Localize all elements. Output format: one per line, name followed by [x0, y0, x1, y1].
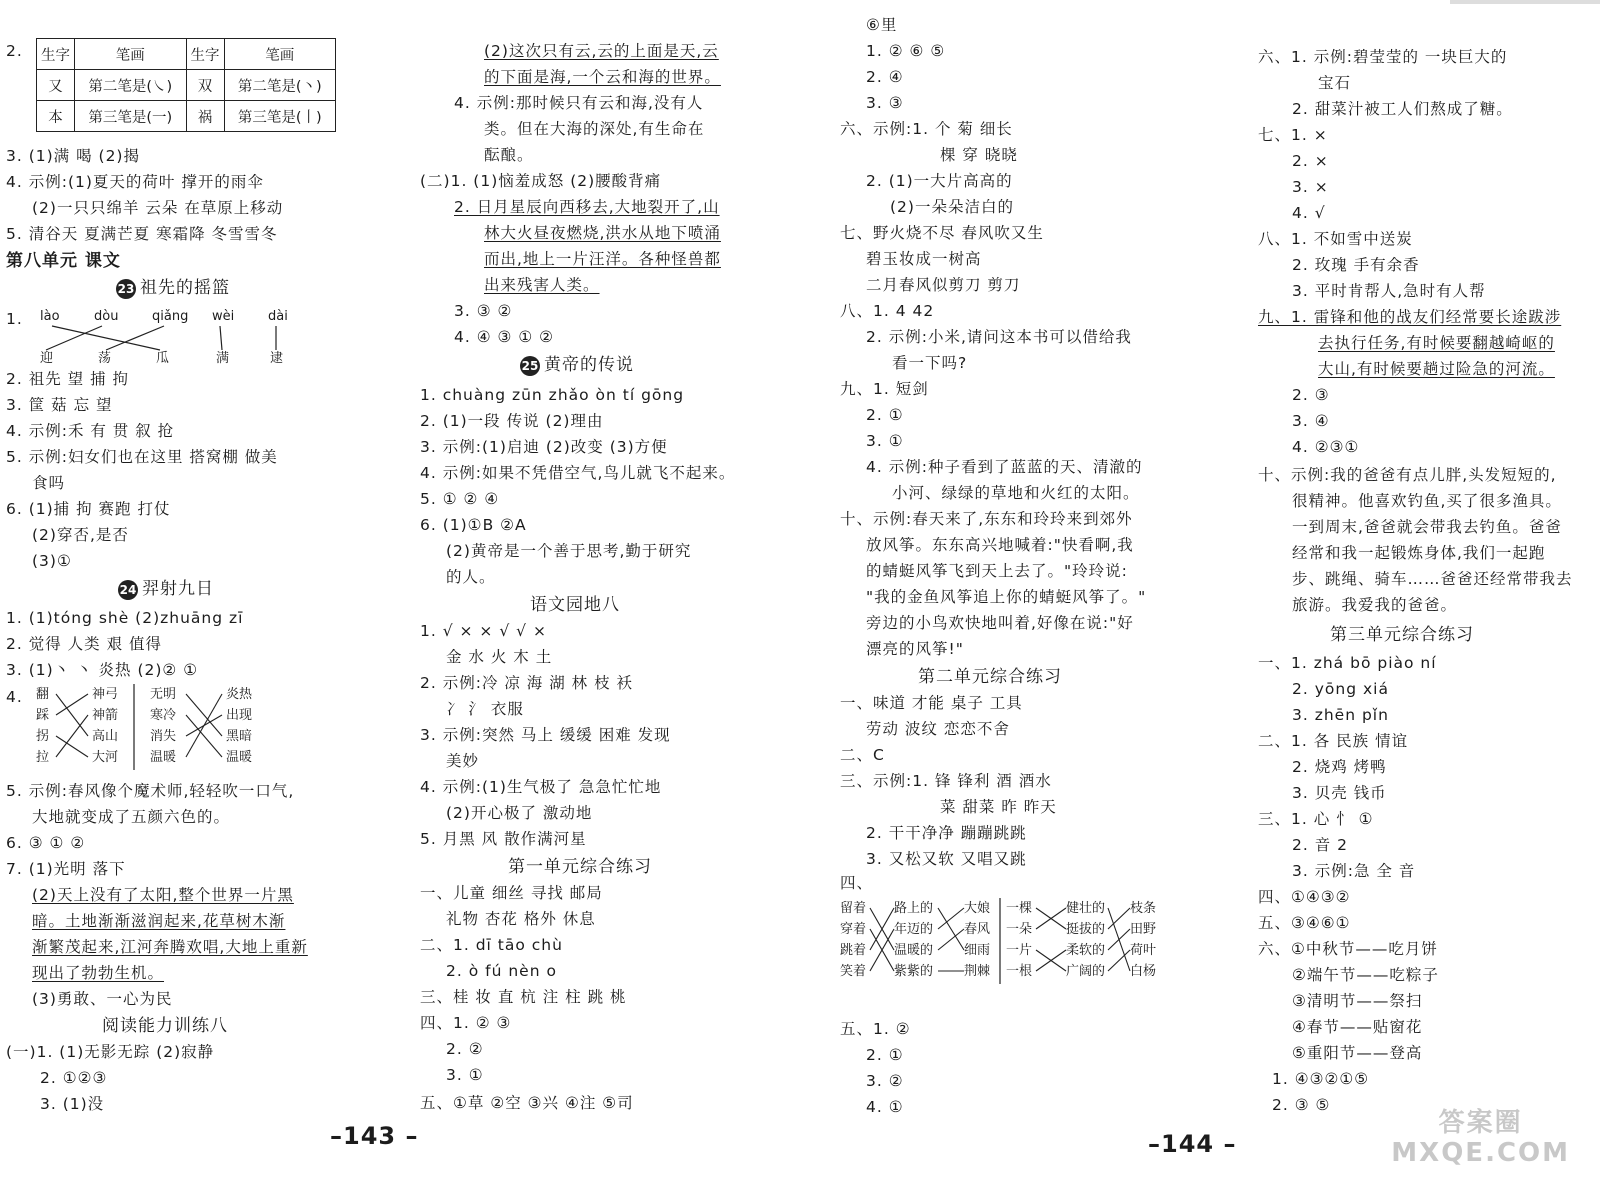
- answer-line: 2. 觉得 人类 艰 值得: [6, 635, 162, 653]
- answer-line: 酝酿。: [484, 146, 534, 164]
- table-cell: 第二笔是(丶): [224, 70, 336, 101]
- answer-line: 4. ④ ③ ① ②: [454, 328, 555, 346]
- answer-line: 出来残害人类。: [484, 276, 600, 294]
- answer-line: 旅游。我爱我的爸爸。: [1292, 596, 1458, 614]
- table-cell: 第二笔是(㇏): [75, 70, 187, 101]
- match-word: 温暖: [226, 750, 253, 765]
- answer-line: (2)一朵朵洁白的: [890, 198, 1014, 216]
- match-word: 大河: [92, 750, 119, 765]
- answer-line: 3. 示例:急 全 音: [1292, 862, 1416, 880]
- match-word: 拐: [36, 729, 50, 744]
- answer-line: 3. 示例:(1)启迪 (2)改变 (3)方便: [420, 438, 668, 456]
- q-number: 2.: [6, 42, 23, 60]
- lesson-title-text: 祖先的摇篮: [140, 278, 230, 298]
- answer-line: 3. 示例:突然 马上 缓缓 困难 发现: [420, 726, 671, 744]
- match-word: 一根: [1006, 964, 1033, 979]
- matching-lines: [40, 324, 300, 354]
- answer-line: 5. 示例:春风像个魔术师,轻轻吹一口气,: [6, 782, 295, 800]
- answer-line: 大地就变成了五颜六色的。: [32, 808, 231, 826]
- match-word: 柔软的: [1066, 943, 1106, 958]
- answer-line: 二、C: [840, 746, 885, 764]
- answer-line: 2. 日月星辰向西移去,大地裂开了,山: [454, 198, 720, 216]
- answer-line: 九、1. 短剑: [840, 380, 929, 398]
- answer-line: (2)穿否,是否: [32, 526, 129, 544]
- answer-line: 2. 烧鸡 烤鸭: [1292, 758, 1387, 776]
- answer-line: 四、①④③②: [1258, 888, 1351, 906]
- answer-line: 3. 又松又软 又唱又跳: [866, 850, 1027, 868]
- word-matching: [36, 684, 276, 774]
- answer-line: 6. (1)捕 拘 赛跑 打仗: [6, 500, 171, 518]
- match-word: 寒冷: [150, 708, 177, 723]
- answer-line: (2)黄帝是一个善于思考,勤于研究: [446, 542, 692, 560]
- answer-line: 六、1. 示例:碧莹莹的 一块巨大的: [1258, 48, 1508, 66]
- answer-line: ⑥里: [866, 16, 898, 34]
- answer-line: 4. √: [1292, 204, 1326, 222]
- answer-line: 2. ①: [866, 406, 904, 424]
- lesson-title: [118, 578, 214, 600]
- answer-line: 七、1. ×: [1258, 126, 1328, 144]
- section-title: 第一单元综合练习: [508, 857, 652, 877]
- answer-line: (2)开心极了 激动地: [446, 804, 593, 822]
- answer-line: 4. 示例:(1)夏天的荷叶 撑开的雨伞: [6, 173, 264, 191]
- match-word: 踩: [36, 708, 50, 723]
- answer-line: 3. ③: [866, 94, 904, 112]
- match-word: 路上的: [894, 901, 934, 916]
- answer-line: 大山,有时候要趟过险急的河流。: [1318, 360, 1555, 378]
- answer-line: 经常和我一起锻炼身体,我们一起跑: [1292, 544, 1546, 562]
- section-title: 语文园地八: [530, 595, 620, 615]
- answer-line: 六、①中秋节——吃月饼: [1258, 940, 1438, 958]
- answer-line: 4.: [6, 688, 23, 706]
- table-cell: 本: [37, 101, 75, 132]
- answer-line: 3. ④: [1292, 412, 1330, 430]
- match-word: 高山: [92, 729, 119, 744]
- match-word: 健壮的: [1066, 901, 1106, 916]
- answer-line: 4. 示例:如果不凭借空气,鸟儿就飞不起来。: [420, 464, 736, 482]
- answer-line: (2)一只只绵羊 云朵 在草原上移动: [32, 199, 284, 217]
- table-cell: 笔画: [75, 39, 187, 70]
- answer-line: 2. ③: [1292, 386, 1330, 404]
- answer-line: 3. ③ ②: [454, 302, 513, 320]
- match-word: 荆棘: [964, 964, 991, 979]
- answer-line: 碧玉妆成一树高: [866, 250, 982, 268]
- answer-line: 礼物 杏花 格外 休息: [446, 910, 596, 928]
- answer-line: 2. 祖先 望 捕 拘: [6, 370, 129, 388]
- character: 瓜: [156, 351, 170, 366]
- answer-line: 四、1. ② ③: [420, 1014, 512, 1032]
- answer-line: 4. 示例:那时候只有云和海,没有人: [454, 94, 704, 112]
- answer-line: 林大火昼夜燃烧,洪水从地下喷涌: [484, 224, 721, 242]
- answer-line: 1. ④③②①⑤: [1272, 1070, 1370, 1088]
- lesson-title: [520, 354, 634, 376]
- answer-line: 3. ②: [866, 1072, 904, 1090]
- answer-line: 2. ×: [1292, 152, 1329, 170]
- match-word: 无明: [150, 687, 177, 702]
- match-word: 拉: [36, 750, 50, 765]
- answer-line: 步、跳绳、骑车……爸爸还经常带我去: [1292, 570, 1573, 588]
- answer-line: 二、1. 各 民族 情谊: [1258, 732, 1409, 750]
- match-word: 挺拔的: [1066, 922, 1106, 937]
- answer-line: 4. ②③①: [1292, 438, 1360, 456]
- answer-line: 旁边的小鸟欢快地叫着,好像在说:"好: [866, 614, 1134, 632]
- answer-line: 2. 音 2: [1292, 836, 1349, 854]
- phrase-matching: [840, 898, 1170, 986]
- match-word: 翻: [36, 687, 50, 702]
- answer-line: 五、1. ②: [840, 1020, 911, 1038]
- answer-line: 3. (1)没: [40, 1095, 105, 1113]
- table-cell: 第三笔是(丨): [224, 101, 336, 132]
- section-title: 阅读能力训练八: [102, 1016, 228, 1036]
- answer-line: 3. (1)丶 丶 炎热 (2)② ①: [6, 661, 199, 679]
- answer-line: 2. ①②③: [40, 1069, 108, 1087]
- answer-line: 3. ①: [446, 1066, 484, 1084]
- match-word: 留着: [840, 901, 867, 916]
- section-title: 第三单元综合练习: [1330, 625, 1474, 645]
- answer-line: 一到周末,爸爸就会带我去钓鱼。爸爸: [1292, 518, 1562, 536]
- column-4: [1258, 0, 1583, 1182]
- answer-line: 暗。土地渐渐滋润起来,花草树木渐: [32, 912, 286, 930]
- pinyin: wèi: [212, 309, 235, 324]
- table-row: [37, 101, 336, 132]
- answer-line: 漂亮的风筝!": [866, 640, 964, 658]
- answer-line: 食吗: [32, 474, 66, 492]
- answer-line: 6. (1)①B ②A: [420, 516, 527, 534]
- column-2: [420, 0, 760, 1182]
- answer-line: 菜 甜菜 昨 昨天: [940, 798, 1057, 816]
- answer-line: 2. 干干净净 蹦蹦跳跳: [866, 824, 1027, 842]
- answer-line: 一、1. zhá bō piào ní: [1258, 654, 1437, 672]
- match-word: 田野: [1130, 922, 1157, 937]
- answer-line: 一、儿童 细丝 寻找 邮局: [420, 884, 603, 902]
- answer-line: (2)天上没有了太阳,整个世界一片黑: [32, 886, 294, 904]
- pinyin: dòu: [94, 309, 119, 324]
- lesson-title: [116, 277, 230, 299]
- table-row: [37, 70, 336, 101]
- match-word: 消失: [150, 729, 177, 744]
- answer-line: 三、示例:1. 锋 锋利 酒 酒水: [840, 772, 1052, 790]
- answer-line: (3)①: [32, 552, 72, 570]
- answer-line: 十、示例:春天来了,东东和玲玲来到郊外: [840, 510, 1133, 528]
- answer-line: 的下面是海,一个云和海的世界。: [484, 68, 721, 86]
- answer-line: 3. zhēn pǐn: [1292, 706, 1389, 724]
- match-word: 温暖: [150, 750, 177, 765]
- match-word: 广阔的: [1066, 964, 1106, 979]
- answer-line: ②端午节——吃粽子: [1292, 966, 1439, 984]
- table-cell: 祸: [186, 101, 224, 132]
- answer-line: 4. 示例:(1)生气极了 急急忙忙地: [420, 778, 662, 796]
- answer-line: 三、桂 妆 直 杭 注 柱 跳 桃: [420, 988, 627, 1006]
- answer-line: 4. 示例:种子看到了蓝蓝的天、清澈的: [866, 458, 1143, 476]
- answer-line: 很精神。他喜欢钓鱼,买了很多渔具。: [1292, 492, 1562, 510]
- column-1: [6, 0, 336, 1182]
- answer-line: 2. yōng xiá: [1292, 680, 1389, 698]
- pinyin: qiǎng: [152, 309, 189, 324]
- stroke-table: [36, 38, 336, 132]
- match-word: 笑着: [840, 964, 867, 979]
- answer-line: 2. 甜菜汁被工人们熬成了糖。: [1292, 100, 1513, 118]
- table-cell: 双: [186, 70, 224, 101]
- matching-lines: [840, 898, 1170, 986]
- answer-line: 2. ò fú nèn o: [446, 962, 557, 980]
- match-word: 细雨: [964, 943, 991, 958]
- character: 满: [216, 351, 230, 366]
- answer-line: 冫 氵 衣服: [446, 700, 524, 718]
- answer-line: 三、1. 心 忄 ①: [1258, 810, 1374, 828]
- match-word: 穿着: [840, 922, 867, 937]
- answer-line: 2. ②: [446, 1040, 484, 1058]
- match-word: 黑暗: [226, 729, 253, 744]
- pinyin: dài: [268, 309, 288, 324]
- answer-line: 而出,地上一片汪洋。各种怪兽都: [484, 250, 721, 268]
- answer-line: 八、1. 4 42: [840, 302, 935, 320]
- answer-line: 五、①草 ②空 ③兴 ④注 ⑤司: [420, 1094, 634, 1112]
- answer-line: 2. 示例:小米,请问这本书可以借给我: [866, 328, 1132, 346]
- table-header-row: [37, 39, 336, 70]
- answer-line: 九、1. 雷锋和他的战友们经常要长途跋涉: [1258, 308, 1562, 326]
- match-word: 一片: [1006, 943, 1033, 958]
- match-word: 一朵: [1006, 922, 1033, 937]
- match-word: 一棵: [1006, 901, 1033, 916]
- answer-line: (3)勇敢、一心为民: [32, 990, 173, 1008]
- table-cell: 又: [37, 70, 75, 101]
- match-word: 神弓: [92, 687, 119, 702]
- answer-line: 6. ③ ① ②: [6, 834, 86, 852]
- answer-line: 2. 示例:冷 凉 海 湖 林 枝 袄: [420, 674, 634, 692]
- unit-heading: 第八单元 课文: [6, 251, 121, 271]
- answer-line: 十、示例:我的爸爸有点儿胖,头发短短的,: [1258, 466, 1557, 484]
- answer-line: 3. 筐 菇 忘 望: [6, 396, 113, 414]
- character: 逮: [270, 351, 284, 366]
- match-word: 紫紫的: [894, 964, 934, 979]
- table-cell: 生字: [186, 39, 224, 70]
- answer-line: 5. ① ② ④: [420, 490, 500, 508]
- watermark-url: MXQE.COM: [1391, 1138, 1570, 1168]
- match-word: 枝条: [1130, 901, 1157, 916]
- answer-line: (一)1. (1)无影无踪 (2)寂静: [6, 1043, 215, 1061]
- lesson-number-badge: 24: [118, 580, 138, 600]
- answer-line: ③清明节——祭扫: [1292, 992, 1423, 1010]
- match-word: 温暖的: [894, 943, 934, 958]
- answer-line: 棵 穿 晓晓: [940, 146, 1018, 164]
- answer-line: 3. 贝壳 钱币: [1292, 784, 1387, 802]
- table-cell: 笔画: [224, 39, 336, 70]
- page-number: –143 –: [330, 1122, 419, 1150]
- answer-line: 2. 玫瑰 手有余香: [1292, 256, 1420, 274]
- answer-line: 2. ④: [866, 68, 904, 86]
- answer-line: 3. ×: [1292, 178, 1329, 196]
- answer-line: 5. 示例:妇女们也在这里 搭窝棚 做美: [6, 448, 278, 466]
- answer-line: 看一下吗?: [892, 354, 968, 372]
- lesson-number-badge: 25: [520, 356, 540, 376]
- match-word: 荷叶: [1130, 943, 1157, 958]
- answer-line: "我的金鱼风筝追上你的蜻蜓风筝了。": [866, 588, 1147, 606]
- table-cell: 生字: [37, 39, 75, 70]
- answer-line: (二)1. (1)恼羞成怒 (2)腰酸背痛: [420, 172, 662, 190]
- answer-line: ⑤重阳节——登高: [1292, 1044, 1423, 1062]
- answer-line: 7. (1)光明 落下: [6, 860, 126, 878]
- answer-line: 5. 月黑 风 散作满河星: [420, 830, 587, 848]
- answer-line: 现出了勃勃生机。: [32, 964, 165, 982]
- match-word: 春风: [964, 922, 991, 937]
- match-word: 年迈的: [894, 922, 934, 937]
- answer-line: 八、1. 不如雪中送炭: [1258, 230, 1413, 248]
- answer-line: 的人。: [446, 568, 496, 586]
- answer-line: 小河、绿绿的草地和火红的太阳。: [892, 484, 1140, 502]
- answer-line: 5. 清谷天 夏满芒夏 寒霜降 冬雪雪冬: [6, 225, 278, 243]
- answer-line: 1. (1)tóng shè (2)zhuāng zī: [6, 609, 244, 627]
- answer-line: 2. ③ ⑤: [1272, 1096, 1331, 1114]
- answer-line: 类。但在大海的深处,有生命在: [484, 120, 705, 138]
- pinyin: lào: [40, 309, 60, 324]
- answer-line: 二月春风似剪刀 剪刀: [866, 276, 1021, 294]
- watermark-text: 答案圈: [1438, 1108, 1523, 1138]
- answer-line: 五、③④⑥①: [1258, 914, 1351, 932]
- answer-line: 去执行任务,有时候要翻越崎岖的: [1318, 334, 1555, 352]
- answer-line: 4. ①: [866, 1098, 904, 1116]
- answer-line: 1. chuàng zūn zhǎo òn tí gōng: [420, 386, 685, 404]
- answer-line: 宝石: [1318, 74, 1352, 92]
- match-word: 出现: [226, 708, 253, 723]
- answer-line: 渐繁茂起来,江河奔腾欢唱,大地上重新: [32, 938, 308, 956]
- match-word: 大娘: [964, 901, 991, 916]
- answer-line: 七、野火烧不尽 春风吹又生: [840, 224, 1044, 242]
- character: 迎: [40, 351, 54, 366]
- pinyin-matching: [40, 306, 300, 366]
- answer-line: 六、示例:1. 个 菊 细长: [840, 120, 1013, 138]
- answer-line: ④春节——贴窗花: [1292, 1018, 1423, 1036]
- character: 荡: [98, 351, 112, 366]
- answer-line: (2)这次只有云,云的上面是天,云: [484, 42, 719, 60]
- table-cell: 第三笔是(一): [75, 101, 187, 132]
- answer-line: 二、1. dī tāo chù: [420, 936, 563, 954]
- answer-line: 1. √ × × √ √ ×: [420, 622, 547, 640]
- answer-line: 1. ② ⑥ ⑤: [866, 42, 946, 60]
- answer-line: 金 水 火 木 土: [446, 648, 553, 666]
- match-word: 白杨: [1130, 964, 1157, 979]
- lesson-title-text: 羿射九日: [142, 579, 214, 599]
- answer-line: 3. 平时肯帮人,急时有人帮: [1292, 282, 1486, 300]
- answer-line: 3. (1)满 喝 (2)揭: [6, 147, 140, 165]
- match-word: 跳着: [840, 943, 867, 958]
- answer-line: 2. (1)一段 传说 (2)理由: [420, 412, 604, 430]
- column-3: [840, 0, 1180, 1182]
- page-number: –144 –: [1148, 1130, 1237, 1158]
- answer-line: 美妙: [446, 752, 480, 770]
- answer-line: 2. (1)一大片高高的: [866, 172, 1013, 190]
- section-title: 第二单元综合练习: [918, 667, 1062, 687]
- answer-line: 一、味道 才能 桌子 工具: [840, 694, 1023, 712]
- answer-line: 四、: [840, 874, 874, 892]
- lesson-title-text: 黄帝的传说: [544, 355, 634, 375]
- watermark-logo: [1391, 1108, 1570, 1168]
- answer-line: 放风筝。东东高兴地喊着:"快看啊,我: [866, 536, 1134, 554]
- answer-line: 劳动 波纹 恋恋不舍: [866, 720, 1010, 738]
- lesson-number-badge: 23: [116, 279, 136, 299]
- match-word: 炎热: [226, 687, 253, 702]
- match-word: 神箭: [92, 708, 119, 723]
- answer-line: 4. 示例:禾 有 贯 叙 抢: [6, 422, 175, 440]
- answer-line: 2. ①: [866, 1046, 904, 1064]
- answer-line: 1.: [6, 310, 23, 328]
- answer-line: 3. ①: [866, 432, 904, 450]
- answer-line: 的蜻蜓风筝飞到天上去了。"玲玲说:: [866, 562, 1128, 580]
